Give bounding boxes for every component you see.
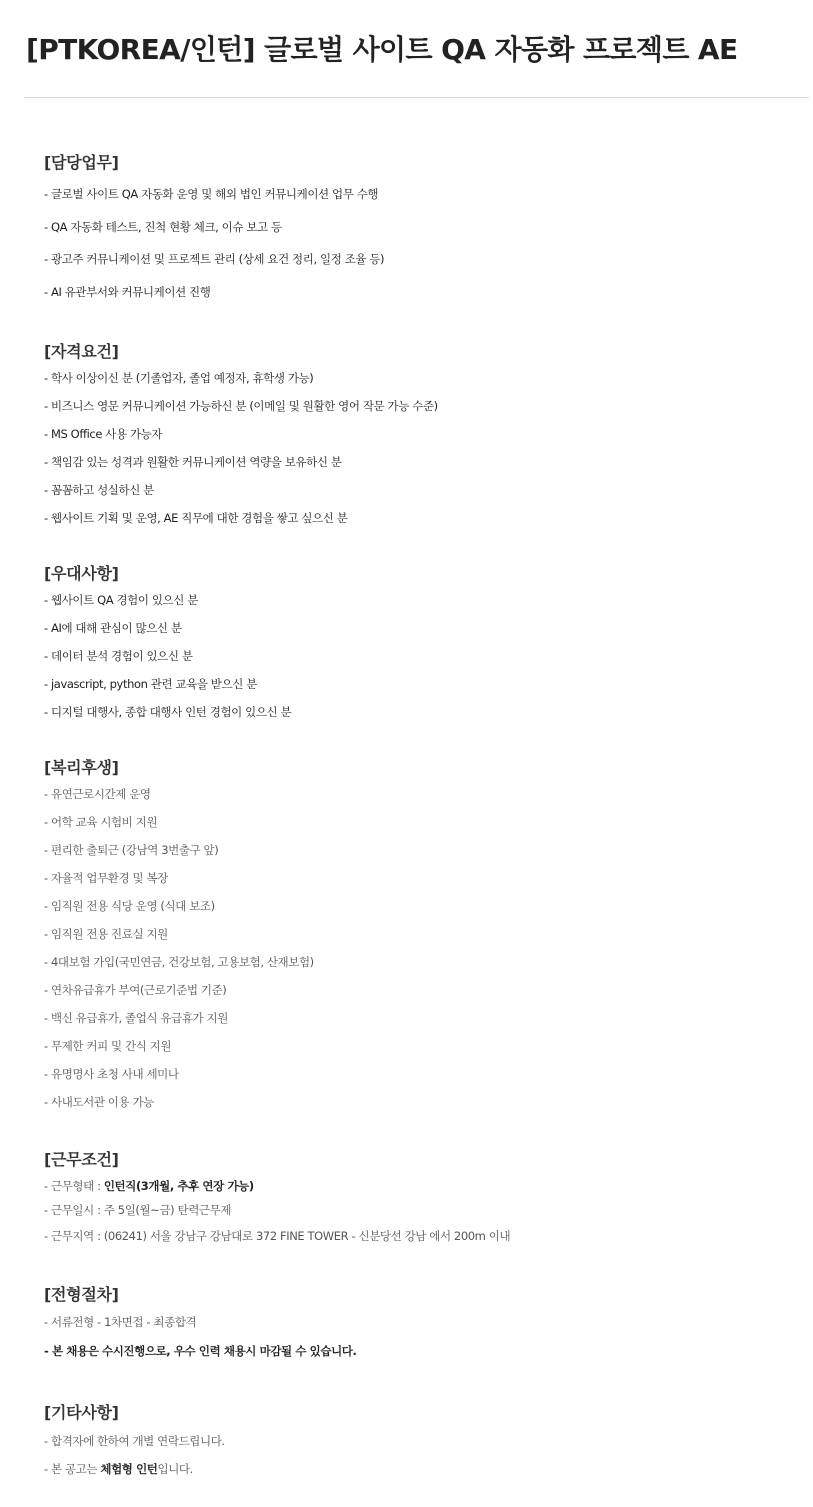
preferred-heading: [우대사항] xyxy=(44,564,119,583)
page-title: [PTKOREA/인턴] 글로벌 사이트 QA 자동화 프로젝트 AE xyxy=(26,33,738,66)
title-divider xyxy=(24,97,809,98)
benefits-item: - 임직원 전용 진료실 지원 xyxy=(44,927,168,941)
duties-item: - 광고주 커뮤니케이션 및 프로젝트 관리 (상세 요건 정리, 일정 조율 등) xyxy=(44,252,385,266)
qualifications-item: - 꼼꼼하고 성실하신 분 xyxy=(44,483,154,497)
qualifications-item: - 학사 이상이신 분 (기졸업자, 졸업 예정자, 휴학생 가능) xyxy=(44,371,314,385)
qualifications-heading: [자격요건] xyxy=(44,342,119,361)
duties-item: - AI 유관부서와 커뮤니케이션 진행 xyxy=(44,285,211,299)
qualifications-item: - 비즈니스 영문 커뮤니케이션 가능하신 분 (이메일 및 원활한 영어 작문 가능 수준) xyxy=(44,399,438,413)
employment-type xyxy=(44,1178,254,1194)
qualifications-item: - 웹사이트 기획 및 운영, AE 직무에 대한 경험을 쌓고 싶으신 분 xyxy=(44,511,348,525)
etc-heading: [기타사항] xyxy=(44,1403,119,1422)
posting-type-prefix: - 본 공고는 xyxy=(44,1462,101,1476)
duties-item: - QA 자동화 테스트, 진척 현황 체크, 이슈 보고 등 xyxy=(44,220,282,234)
employment-type-value: 인턴직(3개월, 추후 연장 가능) xyxy=(103,1179,254,1193)
process-steps: - 서류전형 - 1차면접 - 최종합격 xyxy=(44,1315,197,1329)
posting-type-suffix: 입니다. xyxy=(157,1462,193,1476)
benefits-item: - 무제한 커피 및 간식 지원 xyxy=(44,1039,172,1053)
process-note: - 본 채용은 수시진행으로, 우수 인력 채용시 마감될 수 있습니다. xyxy=(44,1344,357,1358)
preferred-item: - 데이터 분석 경험이 있으신 분 xyxy=(44,649,193,663)
process-heading: [전형절차] xyxy=(44,1285,119,1304)
benefits-item: - 유명명사 초청 사내 세미나 xyxy=(44,1067,179,1081)
benefits-item: - 백신 유급휴가, 졸업식 유급휴가 지원 xyxy=(44,1011,228,1025)
work-location: - 근무지역 : (06241) 서울 강남구 강남대로 372 FINE TOWER - 신분당선 강남 에서 200m 이내 xyxy=(44,1229,511,1243)
duties-item: - 글로벌 사이트 QA 자동화 운영 및 해외 법인 커뮤니케이션 업무 수행 xyxy=(44,187,379,201)
work-schedule: - 근무일시 : 주 5일(월~금) 탄력근무제 xyxy=(44,1203,232,1217)
posting-type-bold: 체험형 인턴 xyxy=(100,1462,158,1476)
benefits-item: - 연차유급휴가 부여(근로기준법 기준) xyxy=(44,983,227,997)
benefits-item: - 어학 교육 시험비 지원 xyxy=(44,815,158,829)
duties-heading: [담당업무] xyxy=(44,153,119,172)
etc-posting-type xyxy=(44,1461,193,1477)
benefits-item: - 임직원 전용 식당 운영 (식대 보조) xyxy=(44,899,215,913)
benefits-item: - 자율적 업무환경 및 복장 xyxy=(44,871,168,885)
conditions-heading: [근무조건] xyxy=(44,1150,119,1169)
benefits-item: - 편리한 출퇴근 (강남역 3번출구 앞) xyxy=(44,843,219,857)
benefits-heading: [복리후생] xyxy=(44,758,119,777)
benefits-item: - 유연근로시간제 운영 xyxy=(44,787,151,801)
preferred-item: - 디지털 대행사, 종합 대행사 인턴 경험이 있으신 분 xyxy=(44,705,292,719)
benefits-item: - 사내도서관 이용 가능 xyxy=(44,1095,154,1109)
preferred-item: - javascript, python 관련 교육을 받으신 분 xyxy=(44,677,257,691)
preferred-item: - 웹사이트 QA 경험이 있으신 분 xyxy=(44,593,198,607)
preferred-item: - AI에 대해 관심이 많으신 분 xyxy=(44,621,182,635)
etc-contact: - 합격자에 한하여 개별 연락드립니다. xyxy=(44,1434,225,1448)
benefits-item: - 4대보험 가입(국민연금, 건강보험, 고용보험, 산재보험) xyxy=(44,955,314,969)
qualifications-item: - 책임감 있는 성격과 원활한 커뮤니케이션 역량을 보유하신 분 xyxy=(44,455,342,469)
employment-type-label: - 근무형태 : xyxy=(44,1179,104,1193)
qualifications-item: - MS Office 사용 가능자 xyxy=(44,427,163,441)
